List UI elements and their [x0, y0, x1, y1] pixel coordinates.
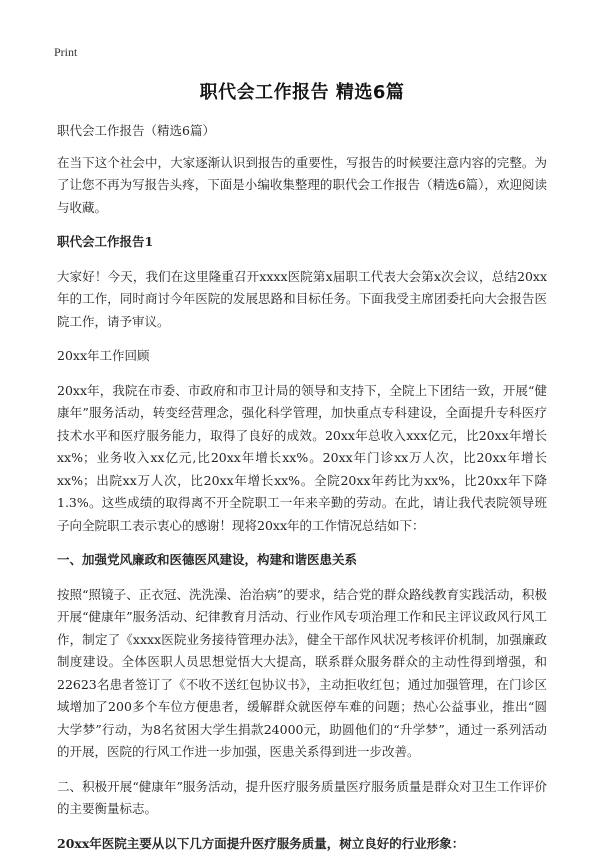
- review-paragraph: 20xx年，我院在市委、市政府和市卫计局的领导和支持下，全院上下团结一致，开展“健康年”服务活动，转变经营理念，强化科学管理，加快重点专科建设，全面提升专科医疗技术水平和医疗服务能力，取得了良好的成效。20xx年总收入xxx亿元，比20xx年增长xx%；业务收入xx亿元,比20xx年增长xx%。20xx年门诊xx万人次，比20xx年增长xx%；出院xx万人次，比20xx年增长xx%。全院20xx年药比为xx%，比20xx年下降1.3%。这些成绩的取得离不开全院职工一年来辛勤的劳动。在此，请让我代表院领导班子向全院职工表示衷心的感谢！现将20xx年的工作情况总结如下：: [57, 382, 547, 533]
- opening-paragraph: 大家好！今天，我们在这里隆重召开xxxx医院第x届职工代表大会第x次会议，总结20xx年的工作，同时商讨今年医院的发展思路和目标任务。下面我受主席团委托向大会报告医院工作，请予审议。: [57, 268, 547, 329]
- section-1-paragraph: 按照“照镜子、正衣冠、洗洗澡、治治病”的要求，结合党的群众路线教育实践活动，积极开展“健康年”服务活动、纪律教育月活动、行业作风专项治理工作和民主评议政风行风工作，制定了《xxxx医院业务接待管理办法》，健全干部作风状况考核评价机制，加强廉政制度建设。全体医职人员思想觉悟大大提高，联系群众服务群众的主动性得到增强，和22623名患者签订了《不收不送红包协议书》，主动拒收红包；通过加强管理，在门诊区域增加了200多个车位方便患者，缓解群众就医停车难的问题；热心公益事业，推出“圆大学梦”行动，为8名贫困大学生捐款24000元，助圆他们的“升学梦”，通过一系列活动的开展，医院的行风工作进一步加强，医患关系得到进一步改善。: [57, 586, 547, 759]
- section-review-label: 20xx年工作回顾: [57, 348, 150, 363]
- section-heading-2: 二、积极开展“健康年”服务活动，提升医疗服务质量医疗服务质量是群众对卫生工作评价的主要衡量标志。: [57, 778, 547, 816]
- report-heading: 职代会工作报告1: [57, 234, 154, 249]
- document-subtitle: 职代会工作报告（精选6篇）: [57, 123, 215, 138]
- document-title: 职代会工作报告 精选6篇: [199, 82, 405, 103]
- intro-paragraph: 在当下这个社会中，大家逐渐认识到报告的重要性，写报告的时候要注意内容的完整。为了让您不再为写报告头疼，下面是小编收集整理的职代会工作报告（精选6篇），欢迎阅读与收藏。: [57, 154, 547, 215]
- document-page: [57, 78, 547, 867]
- section-heading-1: 一、加强党风廉政和医德医风建设，构建和谐医患关系: [57, 552, 358, 567]
- print-label: Print: [54, 45, 78, 59]
- quality-heading: 20xx年医院主要从以下几方面提升医疗服务质量，树立良好的行业形象：: [57, 835, 465, 851]
